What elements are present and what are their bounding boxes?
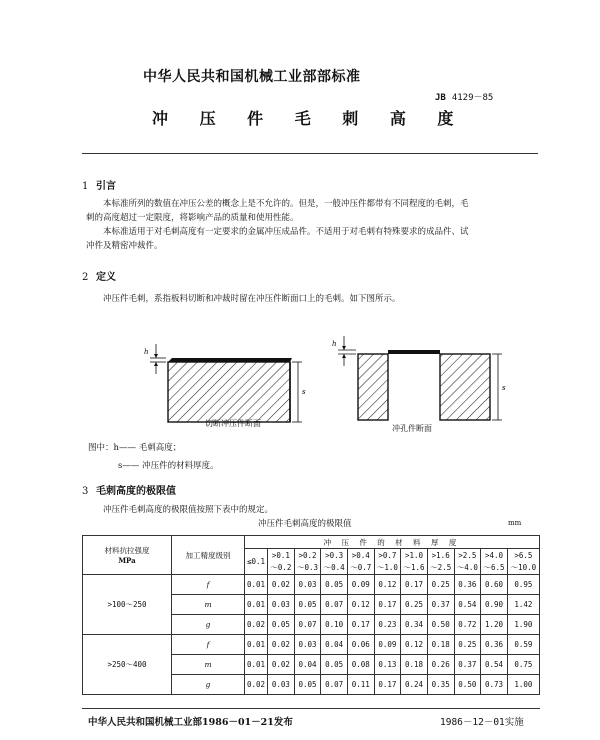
thickness-col-lower: >0.2 <box>294 549 321 562</box>
burr-value-cell: 0.37 <box>454 655 481 675</box>
grade-cell: g <box>172 615 245 635</box>
legend-h: h—— 毛刺高度； <box>113 443 182 453</box>
table-unit: mm <box>508 519 522 527</box>
burr-value-cell: 0.04 <box>321 635 348 655</box>
section-3-heading <box>82 482 176 497</box>
thickness-col-upper: ～0.3 <box>294 562 321 575</box>
section-3-title: 毛刺高度的极限值 <box>96 486 176 497</box>
thickness-col-lower: >0.7 <box>374 549 401 562</box>
burr-value-cell: 0.95 <box>507 575 539 595</box>
thickness-col-upper: ～1.0 <box>374 562 401 575</box>
burr-value-cell: 0.36 <box>481 635 508 655</box>
right-fig-h-label: h <box>332 340 337 348</box>
strength-cell: >250～400 <box>83 635 172 695</box>
standard-code-prefix: JB <box>435 93 446 103</box>
grade-cell: g <box>172 675 245 695</box>
thickness-col-upper: ～2.5 <box>427 562 454 575</box>
burr-value-cell: 0.01 <box>245 575 268 595</box>
burr-value-cell: 0.17 <box>374 595 401 615</box>
burr-value-cell: 0.01 <box>245 655 268 675</box>
legend-label: 图中： <box>88 443 114 453</box>
burr-value-cell: 0.13 <box>374 655 401 675</box>
s1-line-1: 本标准所列的数值在冲压公差的概念上是不允许的。但是，一般冲压件都带有不同程度的毛刺，毛 <box>103 199 469 209</box>
burr-value-cell: 0.01 <box>245 595 268 615</box>
grade-cell: m <box>172 595 245 615</box>
section-2-heading <box>82 268 116 283</box>
header-divider <box>82 153 538 154</box>
thickness-col-lower: >0.4 <box>347 549 374 562</box>
burr-value-cell: 1.42 <box>507 595 539 615</box>
burr-value-cell: 0.02 <box>268 575 295 595</box>
header-precision-grade: 加工精度级别 <box>172 536 245 575</box>
burr-value-cell: 0.03 <box>294 635 321 655</box>
thickness-col-lower: >1.6 <box>427 549 454 562</box>
issuing-authority: 中华人民共和国机械工业部部标准 <box>143 69 361 85</box>
burr-value-cell: 0.54 <box>481 655 508 675</box>
burr-value-cell: 1.00 <box>507 675 539 695</box>
thickness-col-upper: ～0.2 <box>268 562 295 575</box>
grade-cell: m <box>172 655 245 675</box>
section-1-heading <box>82 177 116 192</box>
burr-value-cell: 0.36 <box>454 575 481 595</box>
burr-value-cell: 0.17 <box>374 675 401 695</box>
burr-value-cell: 1.90 <box>507 615 539 635</box>
header-material-unit: MPa <box>118 556 136 565</box>
burr-value-cell: 0.17 <box>401 575 428 595</box>
thickness-col-lower: >4.0 <box>481 549 508 562</box>
effective-date: 1986－12－01实施 <box>440 717 524 728</box>
burr-value-cell: 0.24 <box>401 675 428 695</box>
thickness-col-upper: ～1.6 <box>401 562 428 575</box>
s1-line-4: 冲件及精密冲裁件。 <box>86 241 163 251</box>
thickness-col-header: ≤0.1 <box>245 549 268 575</box>
section-1-title: 引言 <box>96 181 116 192</box>
burr-value-cell: 0.90 <box>481 595 508 615</box>
section-1-body <box>86 197 536 253</box>
burr-value-cell: 0.54 <box>454 595 481 615</box>
burr-value-cell: 0.35 <box>427 675 454 695</box>
s1-line-3: 本标准适用于对毛刺高度有一定要求的金属冲压成品件。不适用于对毛刺有特殊要求的成品件、试 <box>103 227 469 237</box>
section-2-title: 定义 <box>96 272 116 283</box>
burr-value-cell: 0.59 <box>507 635 539 655</box>
strength-cell: >100～250 <box>83 575 172 635</box>
burr-value-cell: 0.06 <box>347 635 374 655</box>
burr-value-cell: 0.05 <box>268 615 295 635</box>
burr-value-cell: 0.07 <box>321 595 348 615</box>
burr-value-cell: 0.02 <box>268 635 295 655</box>
burr-value-cell: 0.04 <box>294 655 321 675</box>
standard-code-number: 4129－85 <box>451 93 494 103</box>
burr-value-cell: 0.07 <box>294 615 321 635</box>
burr-figures <box>130 330 530 440</box>
burr-value-cell: 0.10 <box>321 615 348 635</box>
section-3-body: 冲压件毛刺高度的极限值按照下表中的规定。 <box>103 505 274 515</box>
burr-value-cell: 0.03 <box>268 595 295 615</box>
thickness-col-lower: >1.0 <box>401 549 428 562</box>
thickness-col-upper: ～10.0 <box>507 562 539 575</box>
table-body <box>83 575 540 695</box>
table-caption: 冲压件毛刺高度的极限值 <box>258 519 352 529</box>
section-1-number: 1 <box>82 181 89 192</box>
thickness-col-upper: ～0.4 <box>321 562 348 575</box>
burr-height-table <box>82 535 540 695</box>
thickness-col-upper: ～0.7 <box>347 562 374 575</box>
burr-value-cell: 0.25 <box>401 595 428 615</box>
footer-divider <box>82 708 540 709</box>
burr-value-cell: 0.25 <box>454 635 481 655</box>
section-2-number: 2 <box>82 272 89 283</box>
header-material-strength <box>83 536 172 575</box>
section-3-number: 3 <box>82 486 89 497</box>
burr-value-cell: 0.09 <box>374 635 401 655</box>
thickness-col-lower: >0.1 <box>268 549 295 562</box>
burr-value-cell: 0.02 <box>268 655 295 675</box>
right-figure-caption: 冲孔件断面 <box>392 424 432 433</box>
table-row <box>83 635 540 655</box>
burr-value-cell: 0.12 <box>374 575 401 595</box>
burr-value-cell: 1.20 <box>481 615 508 635</box>
punched-hole-section <box>338 336 502 420</box>
sheared-part-section <box>150 344 302 422</box>
burr-value-cell: 0.02 <box>245 615 268 635</box>
burr-value-cell: 0.25 <box>427 575 454 595</box>
burr-value-cell: 0.09 <box>347 575 374 595</box>
left-fig-h-label: h <box>144 348 149 356</box>
s1-line-2: 刺的高度超过一定限度，将影响产品的质量和使用性能。 <box>86 213 299 223</box>
burr-value-cell: 0.50 <box>427 615 454 635</box>
header-thickness-group: 冲 压 件 的 材 料 厚 度 <box>245 536 540 549</box>
burr-value-cell: 0.26 <box>427 655 454 675</box>
burr-value-cell: 0.08 <box>347 655 374 675</box>
burr-value-cell: 0.75 <box>507 655 539 675</box>
thickness-col-lower: >2.5 <box>454 549 481 562</box>
header-material-line-1: 材料抗拉强度 <box>104 546 150 555</box>
burr-value-cell: 0.18 <box>401 655 428 675</box>
table-header-row-1 <box>83 536 540 549</box>
burr-value-cell: 0.34 <box>401 615 428 635</box>
burr-value-cell: 0.72 <box>454 615 481 635</box>
burr-value-cell: 0.60 <box>481 575 508 595</box>
burr-value-cell: 0.05 <box>294 595 321 615</box>
issue-date: 中华人民共和国机械工业部1986－01－21发布 <box>88 717 293 728</box>
thickness-col-upper: ～4.0 <box>454 562 481 575</box>
burr-value-cell: 0.05 <box>294 675 321 695</box>
thickness-col-upper: ～6.5 <box>481 562 508 575</box>
grade-cell: f <box>172 575 245 595</box>
burr-value-cell: 0.05 <box>321 655 348 675</box>
grade-cell: f <box>172 635 245 655</box>
burr-value-cell: 0.03 <box>294 575 321 595</box>
burr-value-cell: 0.03 <box>268 675 295 695</box>
burr-value-cell: 0.02 <box>245 675 268 695</box>
burr-value-cell: 0.11 <box>347 675 374 695</box>
burr-value-cell: 0.12 <box>347 595 374 615</box>
burr-value-cell: 0.23 <box>374 615 401 635</box>
burr-value-cell: 0.17 <box>347 615 374 635</box>
thickness-col-lower: >6.5 <box>507 549 539 562</box>
table-row <box>83 575 540 595</box>
burr-value-cell: 0.12 <box>401 635 428 655</box>
burr-value-cell: 0.01 <box>245 635 268 655</box>
burr-value-cell: 0.37 <box>427 595 454 615</box>
burr-value-cell: 0.18 <box>427 635 454 655</box>
document-title: 冲 压 件 毛 刺 高 度 <box>152 109 467 128</box>
legend-s: s—— 冲压件的材料厚度。 <box>118 461 219 471</box>
left-figure-caption: 切断冲压件断面 <box>205 419 261 428</box>
section-2-body: 冲压件毛刺，系指板料切断和冲裁时留在冲压件断面口上的毛刺。如下图所示。 <box>103 294 401 304</box>
burr-value-cell: 0.05 <box>321 575 348 595</box>
figure-legend <box>88 441 181 453</box>
burr-value-cell: 0.73 <box>481 675 508 695</box>
thickness-col-lower: >0.3 <box>321 549 348 562</box>
standard-code <box>435 90 493 103</box>
left-fig-s-label: s <box>302 388 306 396</box>
burr-value-cell: 0.50 <box>454 675 481 695</box>
burr-value-cell: 0.07 <box>321 675 348 695</box>
right-fig-s-label: s <box>502 384 506 392</box>
